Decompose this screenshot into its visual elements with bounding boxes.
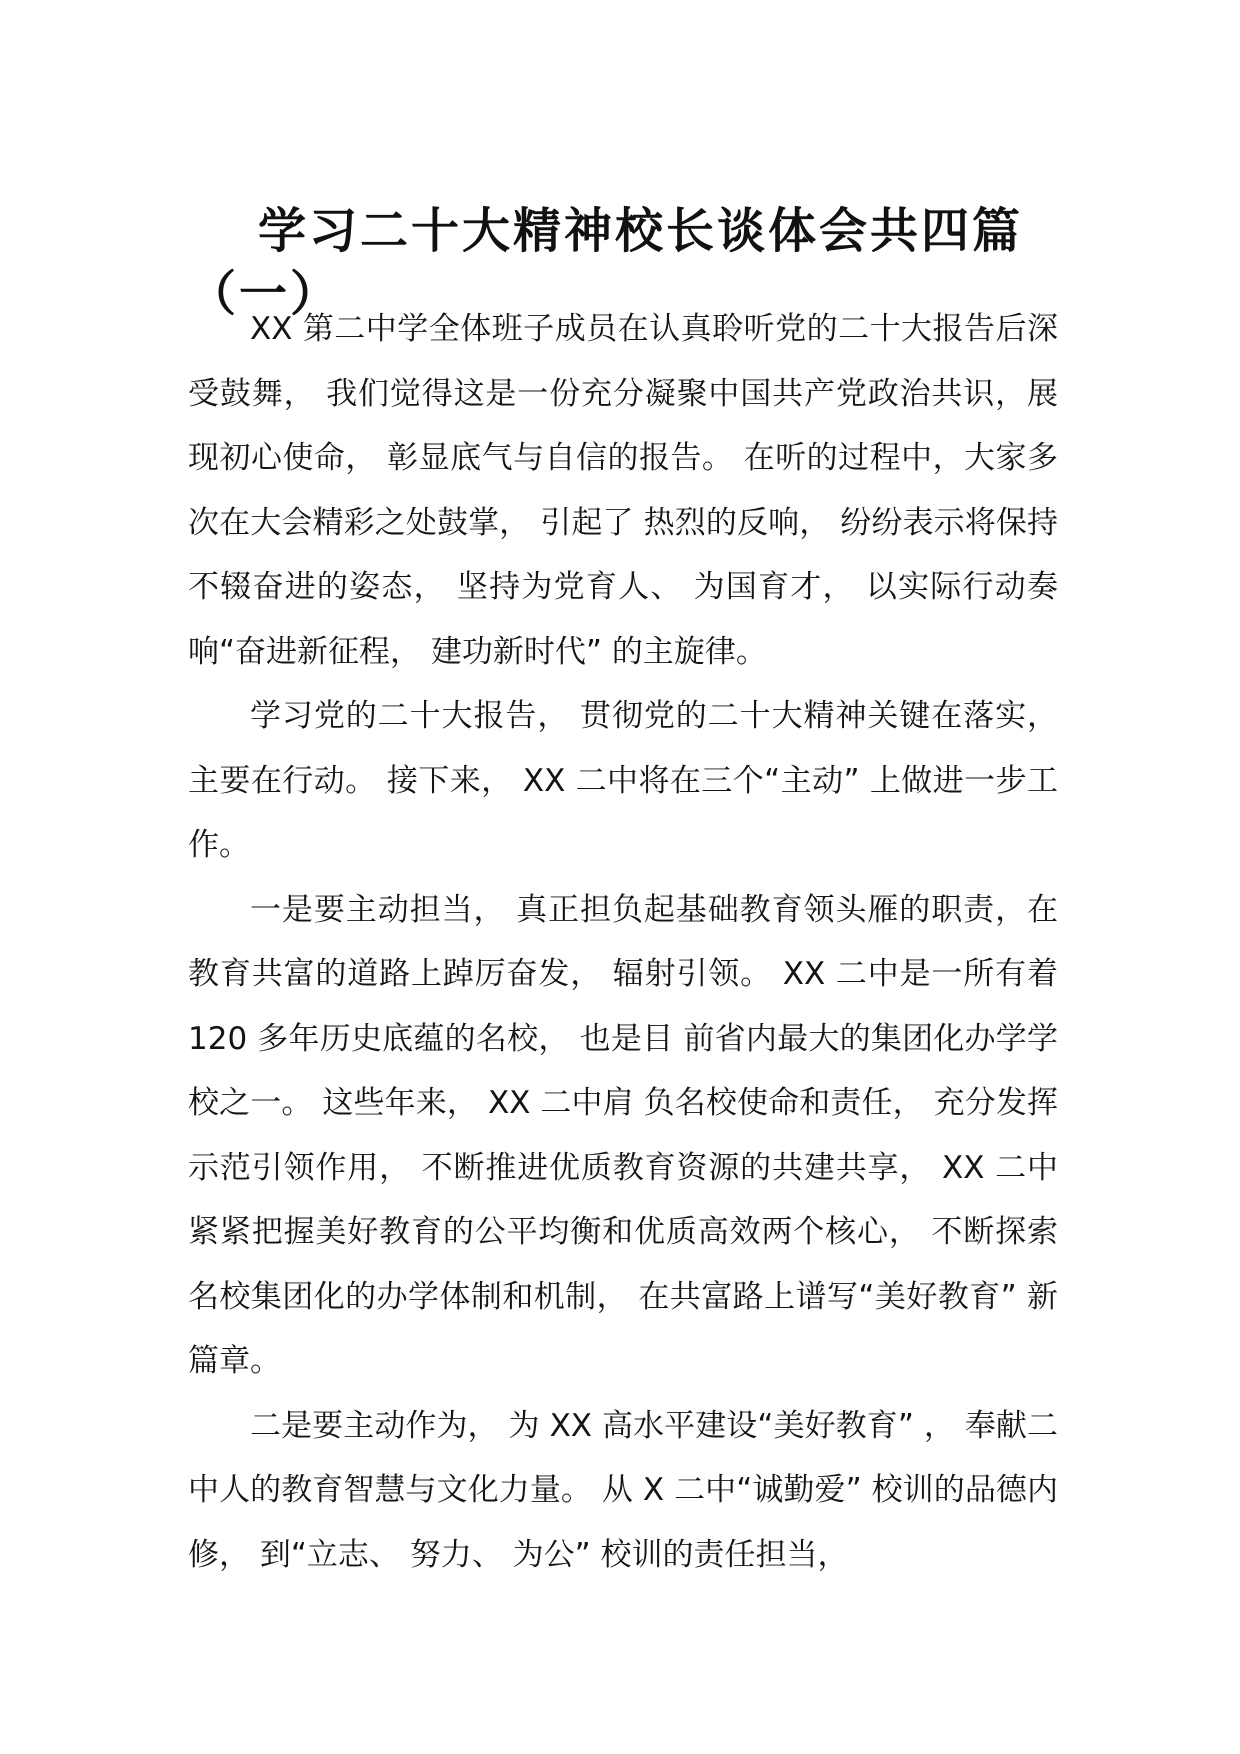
paragraph: 二是要主动作为， 为 XX 高水平建设“美好教育” ， 奉献二中人的教育智慧与文化力量。 从 X 二中“诚勤爱” 校训的品德内修， 到“立志、 努力、 为公” 校训的责任担当， <box>188 1407 1058 1573</box>
paragraph: 学习党的二十大报告， 贯彻党的二十大精神关键在落实，主要在行动。 接下来， XX 二中将在三个“主动” 上做进一步工作。 <box>188 698 1058 863</box>
document-body <box>188 297 1058 1587</box>
paragraph: XX 第二中学全体班子成员在认真聆听党的二十大报告后深受鼓舞， 我们觉得这是一份充分凝聚中国共产党政治共识，展现初心使命， 彰显底气与自信的报告。 在听的过程中，大家多次在大会精彩之处鼓掌， 引起了 热烈的反响， 纷纷表示将保持不辍奋进的姿态， 坚持为党育人、 为国育才， 以实际行动奏响“奋进新征程， 建功新时代” 的主旋律。 <box>188 311 1058 670</box>
document-title: 学习二十大精神校长谈体会共四篇（一） <box>188 203 1024 323</box>
paragraph: 一是要主动担当， 真正担负起基础教育领头雁的职责，在教育共富的道路上踔厉奋发， 辐射引领。 XX 二中是一所有着120 多年历史底蕴的名校， 也是目 前省内最大的集团化办学学校之一。 这些年来， XX 二中肩 负名校使命和责任， 充分发挥示范引领作用， 不断推进优质教育资源的共建共享， XX 二中紧紧把握美好教育的公平均衡和优质高效两个核心， 不断探索名校集团化的办学体制和机制， 在共富路上谱写“美好教育” 新篇章。 <box>188 891 1058 1379</box>
